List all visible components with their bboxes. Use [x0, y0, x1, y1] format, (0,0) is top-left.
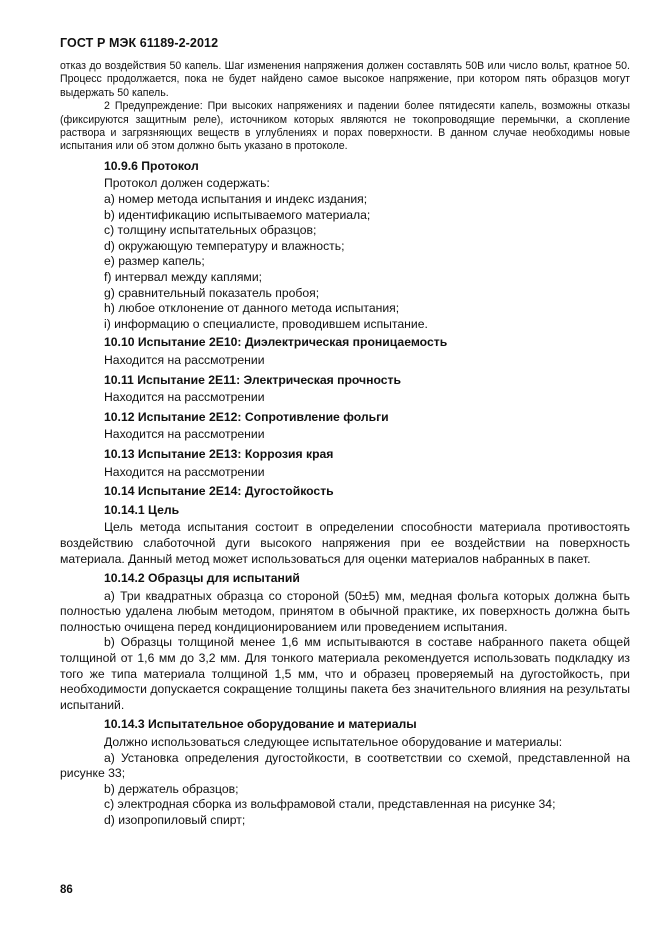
section-10-11-status: Находится на рассмотрении — [104, 390, 265, 405]
specimens-item-b: b) Образцы толщиной менее 1,6 мм испытываются в составе набранного пакета общей толщиной от 1,6 мм до 3,2 мм. Для тонкого материала рекомендуется использовать подкладку из того же типа материала толщиной 1,5 мм, что и образец проверяемый на дугостойкость, при необходимости допускается сокращение толщины пакета без значительного влияния на результаты испытаний. — [60, 635, 630, 712]
note-warning: 2 Предупреждение: При высоких напряжениях и падении более пятидесяти капель, возможны отказы (фиксируются защитным реле), источником которых являются не токопроводящие перемычки, а скопление раствора и загрязняющих веществ в углублениях и порах поверхности. В данном случае необходимы новые испытания или об этом должно быть указано в протоколе. — [60, 100, 630, 153]
list-item: f) интервал между каплями; — [104, 270, 263, 284]
list-item: h) любое отклонение от данного метода испытания; — [104, 301, 400, 316]
list-item: i) информацию о специалисте, проводившем испытание. — [104, 316, 428, 331]
document-page — [60, 36, 630, 829]
section-10-10-status: Находится на рассмотрении — [104, 352, 265, 367]
section-10-12-heading: 10.12 Испытание 2Е12: Сопротивление фольги — [104, 409, 389, 424]
list-item: d) окружающую температуру и влажность; — [104, 238, 345, 253]
page-number: 86 — [60, 884, 73, 896]
section-10-11-heading: 10.11 Испытание 2Е11: Электрическая прочность — [104, 372, 402, 387]
section-10-14-heading: 10.14 Испытание 2Е14: Дугостойкость — [104, 484, 334, 499]
equipment-item-a: a) Установка определения дугостойкости, в соответствии со схемой, представленной на рисунке 33; — [60, 750, 630, 781]
document-header: ГОСТ Р МЭК 61189-2-2012 — [60, 36, 219, 50]
section-10-14-1-heading: 10.14.1 Цель — [104, 502, 180, 517]
equipment-intro: Должно использоваться следующее испытательное оборудование и материалы: — [104, 735, 563, 750]
protocol-intro: Протокол должен содержать: — [104, 176, 270, 191]
list-item: g) сравнительный показатель пробоя; — [104, 285, 320, 300]
list-item: a) номер метода испытания и индекс издания; — [104, 192, 368, 207]
equipment-item-b: b) держатель образцов; — [104, 781, 239, 796]
equipment-item-c: c) электродная сборка из вольфрамовой стали, представленная на рисунке 34; — [104, 797, 556, 812]
section-10-12-status: Находится на рассмотрении — [104, 427, 265, 442]
section-10-14-2-heading: 10.14.2 Образцы для испытаний — [104, 571, 300, 586]
specimens-item-a: a) Три квадратных образца со стороной (50±5) мм, медная фольга которых должна быть полностью удалена любым методом, принятом в обычной практике, их поверхность должна быть полностью очищена перед кондиционированием или проведением испытания. — [60, 588, 630, 634]
section-10-13-heading: 10.13 Испытание 2Е13: Коррозия края — [104, 446, 334, 461]
protocol-list — [60, 192, 630, 332]
section-10-10-heading: 10.10 Испытание 2Е10: Диэлектрическая проницаемость — [104, 335, 448, 350]
list-item: e) размер капель; — [104, 254, 205, 269]
equipment-item-d: d) изопропиловый спирт; — [104, 813, 246, 827]
section-10-9-6-heading: 10.9.6 Протокол — [104, 158, 199, 173]
note-continuation: отказ до воздействия 50 капель. Шаг изменения напряжения должен составлять 50В или число вольт, кратное 50. Процесс продолжается, пока не будет найдено самое высокое напряжение, при котором пять образцов могут выдержать 50 капель. — [60, 60, 630, 99]
section-10-14-3-heading: 10.14.3 Испытательное оборудование и материалы — [104, 717, 417, 732]
list-item: c) толщину испытательных образцов; — [104, 223, 317, 238]
list-item: b) идентификацию испытываемого материала; — [104, 207, 371, 222]
section-10-14-1-text: Цель метода испытания состоит в определении способности материала противостоять воздействию слаботочной дуги высокого напряжения при ее воздействии на поверхность материала. Данный метод может использоваться для оценки материалов набранных в пакет. — [60, 520, 630, 566]
section-10-13-status: Находится на рассмотрении — [104, 464, 265, 479]
